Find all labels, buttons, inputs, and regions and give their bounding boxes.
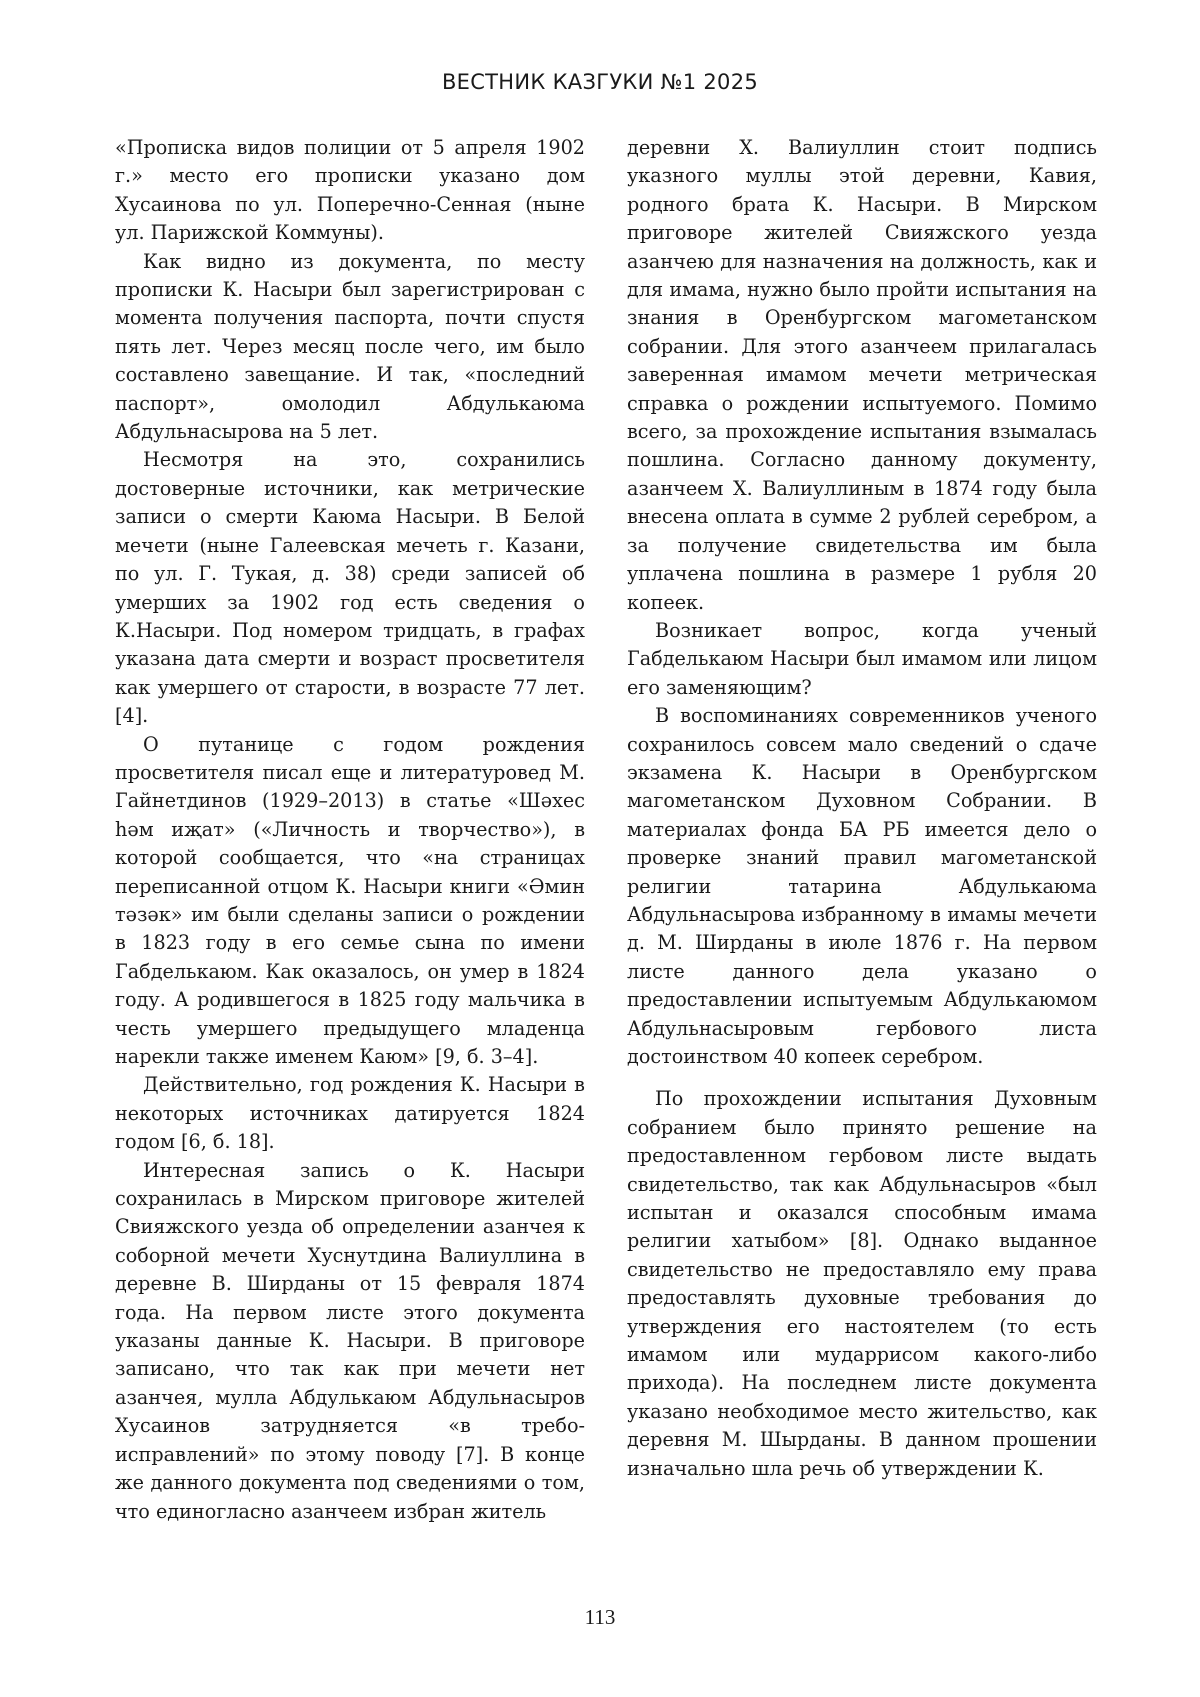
right-column [627,134,1097,1526]
paragraph: Как видно из документа, по месту прописки К. Насыри был зарегистрирован с момента получения паспорта, почти спустя пять лет. Через месяц после чего, им было составлено завещание. И так, «последний паспорт», омолодил Абдулькаюма Абдульнасырова на 5 лет. [115,249,585,444]
paragraph: Возникает вопрос, когда ученый Габделькаюм Насыри был имамом или лицом его заменяющим? [627,618,1097,699]
paragraph: деревни Х. Валиуллин стоит подпись указного муллы этой деревни, Кавия, родного брата К. Насыри. В Мирском приговоре жителей Свияжского уезда азанчею для назначения на должность, как и для имама, нужно было пройти испытания на знания в Оренбургском магометанском собрании. Для этого азанчеем прилагалась заверенная имамом мечети метрическая справка о рождении испытуемого. Помимо всего, за прохождение испытания взымалась пошлина. Согласно данному документу, азанчеем Х. Валиуллиным в 1874 году была внесена оплата в сумме 2 рублей серебром, а за получение свидетельства им была уплачена пошлина в размере 1 рубля 20 копеек. [627,136,1097,614]
page-number: 113 [584,1605,616,1629]
paragraph: Действительно, год рождения К. Насыри в некоторых источниках датируется 1824 годом [6, б. 18]. [115,1073,585,1154]
paragraph: Несмотря на это, сохранились достоверные источники, как метрические записи о смерти Каюма Насыри. В Белой мечети (ныне Галеевская мечеть г. Казани, по ул. Г. Тукая, д. 38) среди записей об умерших за 1902 год есть сведения о К.Насыри. Под номером тридцать, в графах указана дата смерти и возраст просветителя как умершего от старости, в возрасте 77 лет.[4]. [115,448,585,728]
paragraph: Интересная запись о К. Насыри сохранилась в Мирском приговоре жителей Свияжского уезда об определении азанчея к соборной мечети Хуснутдина Валиуллина в деревне В. Ширданы от 15 февраля 1874 года. На первом листе этого документа указаны данные К. Насыри. В приговоре записано, что так как при мечети нет азанчея, мулла Абдулькаюм Абдульнасыров Хусаинов затрудняется «в требо-исправлений» по этому поводу [7]. В конце же данного документа под сведениями о том, что единогласно азанчеем избран житель [115,1158,585,1523]
paragraph: В воспоминаниях современников ученого сохранилось совсем мало сведений о сдаче экзамена К. Насыри в Оренбургском магометанском Духовном Собрании. В материалах фонда БА РБ имеется дело о проверке знаний правил магометанской религии татарина Абдулькаюма Абдульнасырова избранному в имамы мечети д. М. Ширданы в июле 1876 г. На первом листе данного дела указано о предоставлении испытуемым Абдулькаюмом Абдульнасыровым гербового листа достоинством 40 копеек серебром. [627,704,1097,1068]
article-body [115,134,1097,1526]
paragraph: О путанице с годом рождения просветителя писал еще и литературовед М. Гайнетдинов (1929–2013) в статье «Шәхес һәм иҗат» («Личность и творчество»), в которой сообщается, что «на страницах переписанной отцом К. Насыри книги «Әмин тәзәк» им были сделаны записи о рождении в 1823 году в его семье сына по имени Габделькаюм. Как оказалось, он умер в 1824 году. А родившегося в 1825 году мальчика в честь умершего предыдущего младенца нарекли также именем Каюм» [9, б. 3–4]. [115,732,585,1068]
journal-running-header: ВЕСТНИК КАЗГУКИ №1 2025 [441,70,759,94]
paragraph: «Прописка видов полиции от 5 апреля 1902 г.» место его прописки указано дом Хусаинова по ул. Поперечно-Сенная (ныне ул. Парижской Коммуны). [115,136,585,245]
left-column [115,134,585,1526]
paragraph: По прохождении испытания Духовным собранием было принято решение на предоставленном гербовом листе выдать свидетельство, так как Абдульнасыров «был испытан и оказался способным имама религии хатыбом» [8]. Однако выданное свидетельство не предоставляло ему права предоставлять духовные требования до утверждения его настоятелем (то есть имамом или мударрисом какого-либо прихода). На последнем листе документа указано необходимое место жительство, как деревня М. Шырданы. В данном прошении изначально шла речь об утверждении К. [627,1087,1097,1480]
